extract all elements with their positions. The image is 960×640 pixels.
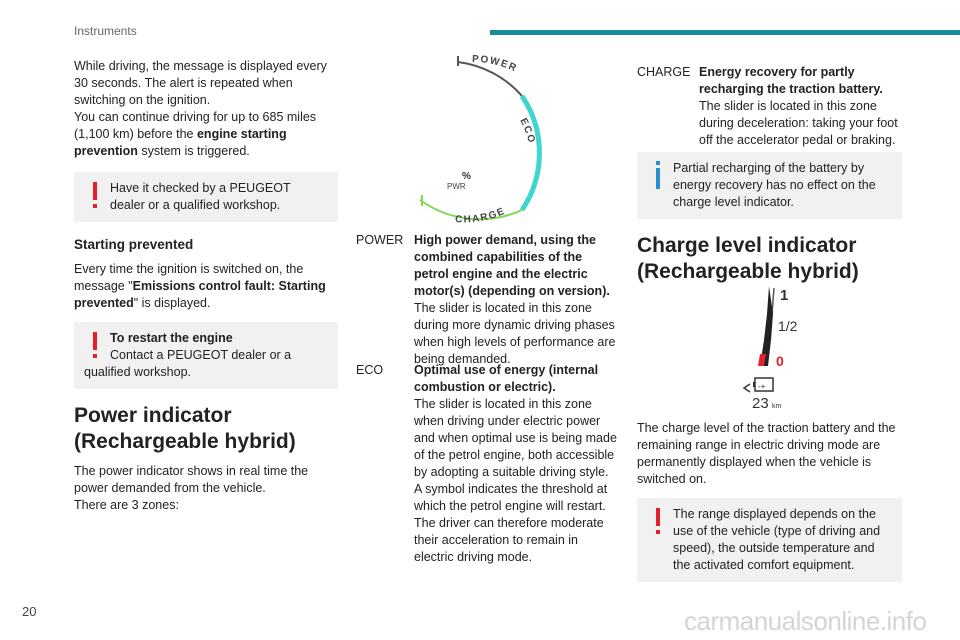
warning-note-dealer: Have it checked by a PEUGEOT dealer or a qualified workshop. bbox=[74, 172, 338, 222]
gauge-label-charge: CHARGE bbox=[454, 205, 508, 226]
range-unit: km bbox=[772, 403, 782, 410]
battery-range-icon bbox=[744, 378, 773, 392]
heading-charge-level: Charge level indicator (Rechargeable hybrid) bbox=[637, 234, 859, 283]
running-header: Instruments bbox=[74, 24, 137, 38]
gauge-pwr: PWR bbox=[447, 182, 466, 191]
warning-note-restart: To restart the engine Contact a PEUGEOT dealer or a qualified workshop. bbox=[74, 322, 338, 389]
note-title-restart: To restart the engine bbox=[110, 331, 233, 345]
paragraph-charge-level: The charge level of the traction battery and the remaining range in electric driving mode are permanently displayed when the vehicle is switched on. bbox=[637, 421, 896, 486]
charge-label-half: 1/2 bbox=[778, 318, 798, 334]
heading-starting-prevented: Starting prevented bbox=[74, 237, 194, 252]
zone-definition-power: POWER High power demand, using the combined capabilities of the petrol engine and the electric motor(s) (depending on version). The slider is located in this zone during more dynamic driving phases when high levels of performance are being demanded. bbox=[356, 233, 616, 366]
term-power: POWER bbox=[356, 233, 404, 247]
zone-definition-eco: ECO Optimal use of energy (internal combustion or electric). The slider is located in this zone when driving under electric power and when optimal use is being made of the petrol engine, both accessible by adopting a suitable driving style. A symbol indicates the threshold at which the petrol engine will restart. The driver can therefore moderate their acceleration to remain in electric driving mode. bbox=[356, 363, 617, 564]
watermark: carmanualsonline.info bbox=[684, 606, 927, 636]
paragraph-message-interval: While driving, the message is displayed every 30 seconds. The alert is repeated when switching on the ignition. bbox=[74, 59, 327, 107]
warning-exclamation-icon bbox=[86, 329, 104, 361]
term-charge: CHARGE bbox=[637, 65, 691, 79]
gauge-label-power: POWER bbox=[471, 53, 520, 75]
paragraph-range: You can continue driving for up to 685 miles (1,100 km) before the engine starting prevention system is triggered. bbox=[74, 110, 317, 158]
gauge-label-eco: ECO bbox=[517, 116, 538, 146]
paragraph-starting-prevented: Every time the ignition is switched on, the message "Emissions control fault: Starting prevented" is displayed. bbox=[74, 262, 326, 310]
warning-exclamation-icon bbox=[86, 179, 104, 211]
paragraph-zones: There are 3 zones: bbox=[74, 498, 179, 512]
power-indicator-gauge bbox=[400, 50, 570, 230]
charge-label-full: 1 bbox=[780, 287, 789, 304]
zone-definition-charge: CHARGE Energy recovery for partly recharging the traction battery. The slider is located in this zone during deceleration: taking your foot off the accelerator pedal or braking. bbox=[637, 65, 898, 147]
warning-note-range: The range displayed depends on the use of the vehicle (type of driving and speed), the outside temperature and the activated comfort equipment. bbox=[637, 498, 902, 582]
header-accent-bar bbox=[490, 30, 960, 35]
page-number: 20 bbox=[22, 604, 37, 619]
eco-zone-arc bbox=[522, 96, 539, 210]
gauge-percent: % bbox=[462, 171, 471, 182]
warning-exclamation-icon bbox=[649, 505, 667, 537]
column-right-bottom bbox=[637, 420, 902, 582]
column-left bbox=[74, 58, 338, 514]
range-value: 23 bbox=[752, 395, 769, 412]
heading-power-indicator: Power indicator (Rechargeable hybrid) bbox=[74, 404, 296, 453]
info-note-recharging: Partial recharging of the battery by energy recovery has no effect on the charge level indicator. bbox=[637, 152, 902, 219]
svg-text:-+: -+ bbox=[758, 382, 766, 391]
info-icon bbox=[649, 159, 667, 191]
charge-level-gauge bbox=[738, 284, 808, 414]
column-right bbox=[637, 152, 902, 285]
paragraph-power-intro: The power indicator shows in real time the power demanded from the vehicle. bbox=[74, 464, 309, 495]
charge-label-zero: 0 bbox=[776, 353, 784, 369]
term-eco: ECO bbox=[356, 363, 384, 377]
